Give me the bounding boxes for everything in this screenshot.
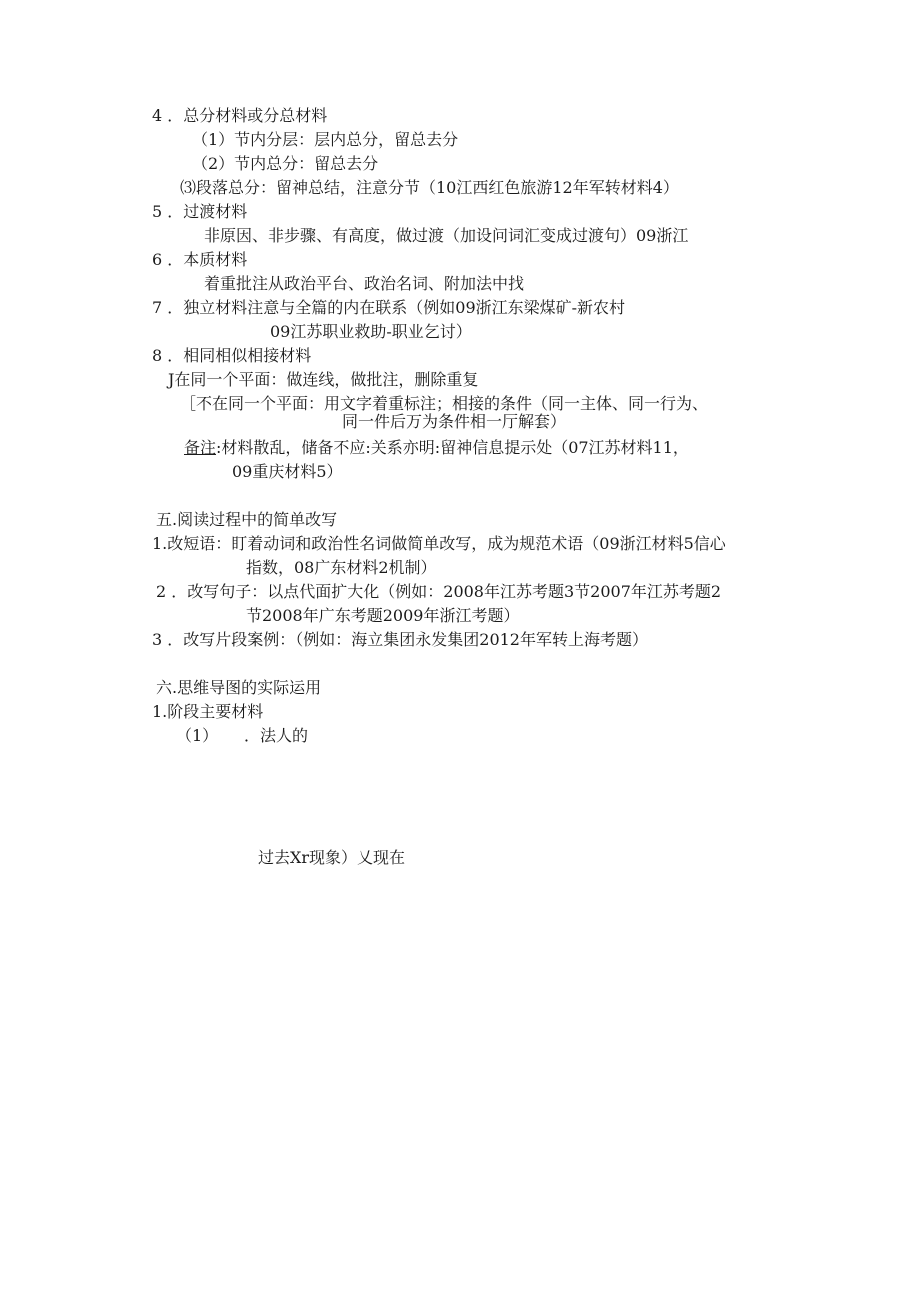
item-4-sub-2: （2）节内总分：留总去分: [192, 154, 379, 173]
item-6-body: 着重批注从政治平台、政治名词、附加法中找: [204, 274, 525, 293]
section-5-item-2: 2 ．改写句子：以点代面扩大化（例如：2008年江苏考题3节2007年江苏考题2: [156, 582, 722, 601]
item-4-sub-3: ⑶段落总分：留神总结，注意分节（10江西红色旅游12年军转材料4）: [180, 178, 679, 197]
mind-map-fragment: 过去Xr现象）乂现在: [258, 848, 406, 867]
item-6-heading: 6 ．本质材料: [152, 250, 248, 269]
item-8-sub-2-continuation: 同一件后万为条件相一厅解套）: [342, 412, 567, 431]
remark-continuation: 09重庆材料5）: [232, 462, 343, 481]
section-6-item-1-sub-text: ．法人的: [244, 726, 309, 745]
item-7-continuation: 09江苏职业救助-职业乞讨）: [270, 322, 472, 341]
remark-text: :材料散乱，储备不应:关系亦明:留神信息提示处（07江苏材料11，: [216, 438, 689, 457]
item-7-heading: 7 ．独立材料注意与全篇的内在联系（例如09浙江东梁煤矿-新农村: [152, 298, 626, 317]
item-4-sub-1: （1）节内分层：层内总分，留总去分: [192, 130, 459, 149]
section-5-item-1: 1.改短语：盯着动词和政治性名词做简单改写，成为规范术语（09浙江材料5信心: [152, 534, 726, 553]
section-5-item-2-continuation: 节2008年广东考题2009年浙江考题）: [246, 606, 520, 625]
remark-line: [184, 438, 689, 458]
item-8-sub-2: ［不在同一个平面：用文字着重标注；相接的条件（同一主体、同一行为、: [180, 394, 709, 413]
item-8-heading: 8 ．相同相似相接材料: [152, 346, 312, 365]
item-8-sub-1: J在同一个平面：做连线，做批注，删除重复: [168, 370, 479, 389]
section-5-heading: 五.阅读过程中的简单改写: [156, 510, 338, 529]
remark-label: 备注: [184, 438, 217, 457]
item-5-heading: 5 ．过渡材料: [152, 202, 248, 221]
section-6-heading: 六.思维导图的实际运用: [156, 678, 322, 697]
section-5-item-1-continuation: 指数，08广东材料2机制）: [246, 558, 437, 577]
item-5-body: 非原因、非步骤、有高度，做过渡（加设问词汇变成过渡句）09浙江: [204, 226, 689, 245]
section-6-item-1: 1.阶段主要材料: [152, 702, 264, 721]
section-6-item-1-sub-marker: （1）: [176, 726, 219, 745]
item-4-heading: 4 ．总分材料或分总材料: [152, 106, 328, 125]
section-5-item-3: 3 ．改写片段案例：（例如：海立集团永发集团2012年军转上海考题）: [152, 630, 648, 649]
